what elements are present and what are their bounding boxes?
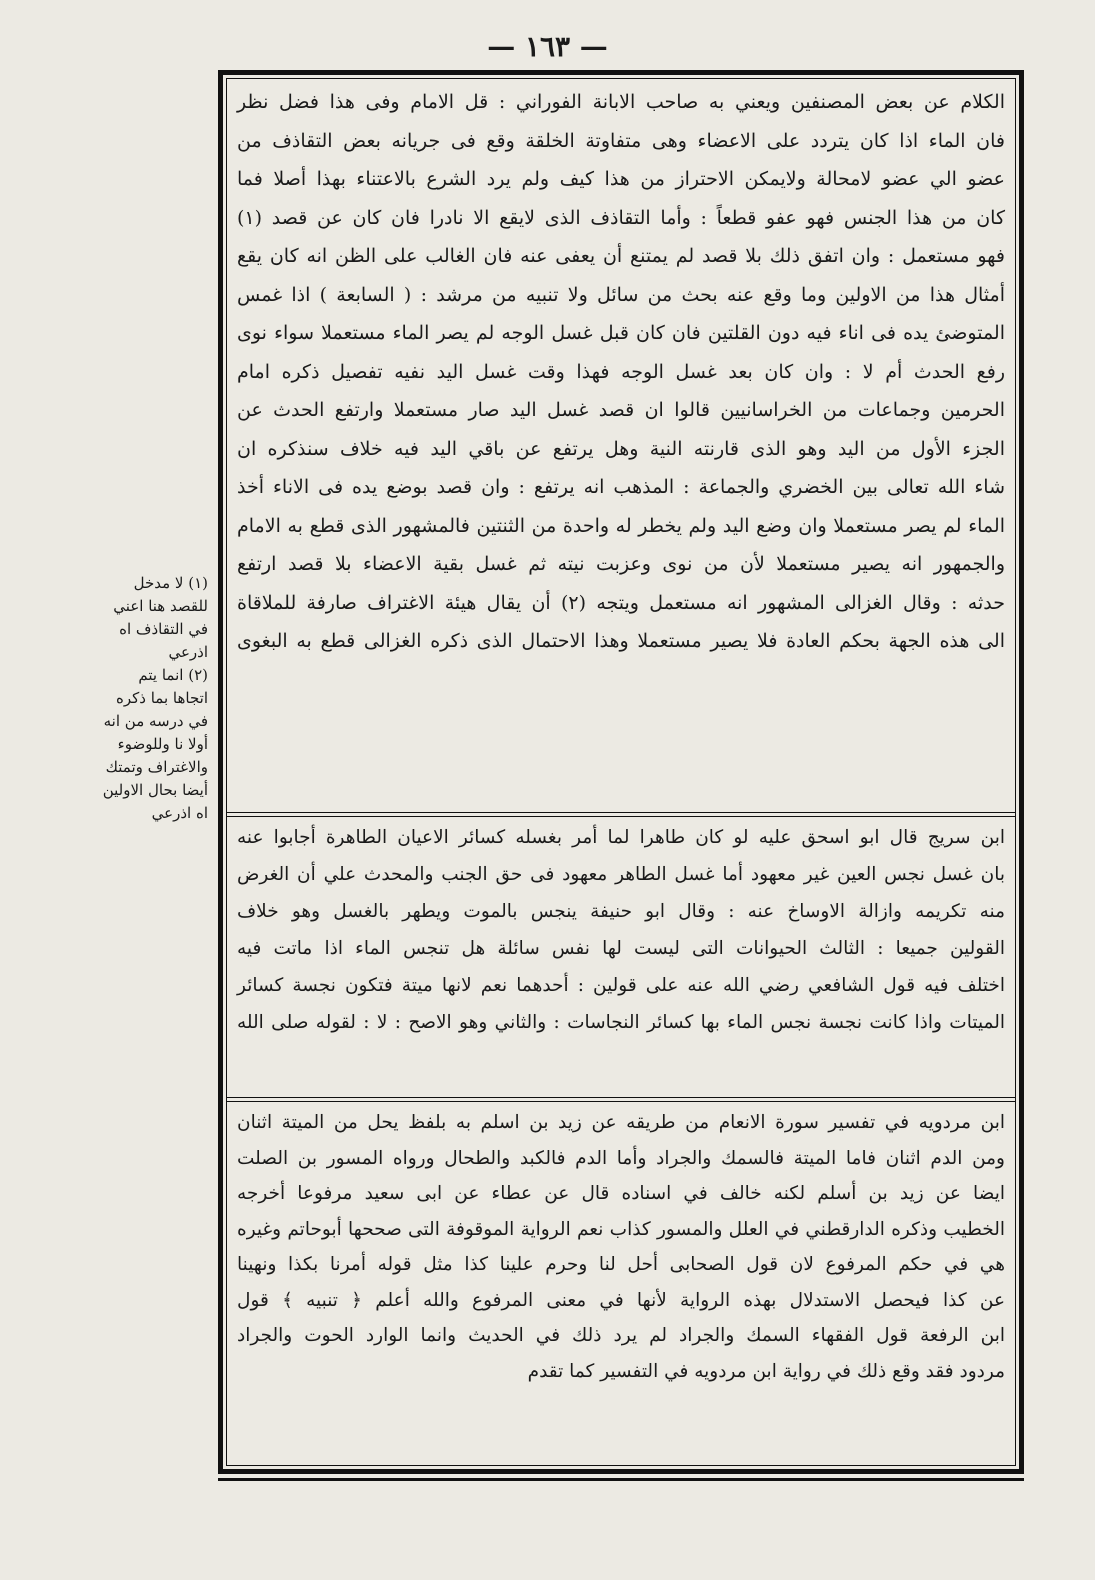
margin-notes (68, 572, 208, 825)
footnote-text-line: هي في حكم المرفوع لان قول الصحابى أحل لنا وحرم علينا كذا مثل قوله أمرنا بكذا ونهينا (237, 1254, 1005, 1275)
main-text-line: الماء لم يصر مستعملا وان وضع اليد ولم يخطر له واحدة من الثنتين فالمشهور الذى قطع به الامام (237, 514, 1005, 537)
margin-note-line: للقصد هنا اعني (113, 597, 208, 615)
section-divider (227, 812, 1015, 813)
commentary-text-line: بان غسل نجس العين غير معهود أما غسل الطاهر معهود فى حق الجنب والمحدث علي أن الغرض (237, 864, 1005, 885)
bottom-rule (218, 1478, 1024, 1481)
main-text-line: الكلام عن بعض المصنفين ويعني به صاحب الابانة الفوراني : قل الامام وفى هذا فضل نظر (237, 91, 1005, 113)
commentary-text-line: اختلف فيه قول الشافعي رضي الله عنه على قولين : أحدهما نعم لانها ميتة فتكون نجسة كسائر (237, 975, 1005, 996)
main-text-line: فان الماء اذا كان يتردد على الاعضاء وهى متفاوتة الخلقة وقع فى جريانه بعض التقاذف من (237, 129, 1005, 152)
main-text-line: شاء الله تعالى بين الخضري والجماعة : المذهب انه يرتفع : وان قصد بوضع يده فى الاناء أخذ (237, 476, 1005, 498)
main-text-line: الجزء الأول من اليد وهو الذى قارنته النية وهل يرتفع عن باقي اليد فيه خلاف سنذكره ان (237, 437, 1005, 460)
text-frame (218, 70, 1024, 1474)
footnote-text-line: ابن مردويه في تفسير سورة الانعام من طريقه عن زيد بن اسلم به بلفظ يحل من الميتة اثنان (237, 1112, 1005, 1133)
margin-note-line: أولا نا وللوضوء (117, 735, 208, 753)
main-text-line: رفع الحدث أم لا : وان كان بعد غسل الوجه فهذا وقت غسل اليد نفيه تفصيل ذكره امام (237, 360, 1005, 383)
margin-note-line: اذرعي (168, 643, 208, 661)
page-number: — ١٦٣ — (487, 30, 608, 63)
margin-note-line: (١) لا مدخل (133, 574, 208, 592)
margin-note-line: اه اذرعي (151, 804, 208, 822)
main-text-line: الى هذه الجهة بحكم العادة فلا يصير مستعملا وهذا الاحتمال الذى ذكره الغزالى قطع به البغوى (237, 630, 1005, 652)
main-text-line: أمثال هذا من الاولين وما وقع عنه بحث من سائل ولا تنبيه من مرشد : ( السابعة ) اذا غمس (237, 283, 1005, 306)
commentary-text-block (227, 815, 1015, 1096)
footnote-text-line: ايضا عن زيد بن أسلم لكنه خالف في اسناده قال عن عطاء عن ابى سعيد مرفوعا أخرجه (237, 1183, 1005, 1204)
commentary-text-line: الميتات واذا كانت نجسة نجس الماء بها كسائر النجاسات : والثاني وهو الاصح : لا : لقوله صلى الله (237, 1012, 1005, 1033)
main-text-line: فهو مستعمل : وان اتفق ذلك بلا قصد لم يمتنع أن يعفى عنه فان الغالب على الظن انه كان يقع (237, 245, 1005, 267)
text-frame-inner (226, 78, 1016, 1466)
footnote-text-line: ابن الرفعة قول الفقهاء السمك والجراد لم يرد ذلك في الحديث وانما الوارد الحوت والجراد (237, 1325, 1005, 1346)
footnote-text-block (227, 1101, 1015, 1466)
footnote-text-line: ومن الدم اثنان فاما الميتة فالسمك والجراد وأما الدم فالكبد والطحال ورواه المسور بن الصلت (237, 1147, 1005, 1169)
section-divider (227, 1097, 1015, 1098)
margin-note-line: والاغتراف وتمتك (105, 758, 208, 776)
margin-note-line: أيضا بحال الاولين (102, 781, 208, 799)
commentary-text-line: ابن سريج قال ابو اسحق عليه لو كان طاهرا لما أمر بغسله كسائر الاعيان الطاهرة أجابوا عنه (237, 827, 1005, 848)
margin-note-line: (٢) انما يتم (138, 666, 208, 684)
main-text-line: كان من هذا الجنس فهو عفو قطعاً : وأما التقاذف الذى لايقع الا نادرا فان كان عن قصد (١) (237, 206, 1005, 229)
commentary-text-line: القولين جميعا : الثالث الحيوانات التى ليست لها نفس سائلة هل تنجس الماء اذا ماتت فيه (237, 938, 1005, 959)
main-text-line: المتوضئ يده فى اناء فيه دون القلتين فان كان قبل غسل الوجه لم يصر الماء مستعملا سواء نوى (237, 322, 1005, 344)
margin-note-line: في التقاذف اه (119, 620, 208, 638)
main-text-line: عضو الي عضو لامحالة ولايمكن الاحتراز من هذا كيف ولم يرد الشرع بالاعتناء بهذا أصلا فما (237, 168, 1005, 190)
commentary-text-line: منه تكريمه وازالة الاوساخ عنه : وقال ابو حنيفة ينجس بالموت ويطهر بالغسل وهو خلاف (237, 901, 1005, 922)
main-text-line: والجمهور انه يصير مستعملا لأن من نوى وعزبت نيته ثم غسل بقية الاعضاء بلا قصد ارتفع (237, 553, 1005, 575)
footnote-text-line: مردود فقد وقع ذلك في رواية ابن مردويه في التفسير كما تقدم (527, 1360, 1005, 1382)
footnote-text-line: الخطيب وذكره الدارقطني في العلل والمسور كذاب نعم الرواية الموقوفة التى صححها أبوحاتم وغيره (237, 1218, 1005, 1240)
footnote-text-line: عن كذا فيحصل الاستدلال بهذه الرواية لأنها في معنى المرفوع والله أعلم ﴿ تنبيه ﴾ قول (237, 1289, 1005, 1311)
margin-note-line: اتجاها بما ذكره (116, 689, 208, 707)
main-text-line: الحرمين وجماعات من الخراسانيين قالوا ان قصد غسل اليد صار مستعملا وارتفع الحدث عن (237, 399, 1005, 421)
main-text-line: حدثه : وقال الغزالى المشهور انه مستعمل ويتجه (٢) أن يقال هيئة الاغتراف صارفة للملاقاة (237, 591, 1005, 614)
main-text-block (227, 79, 1015, 811)
margin-note-line: في درسه من انه (103, 712, 208, 730)
